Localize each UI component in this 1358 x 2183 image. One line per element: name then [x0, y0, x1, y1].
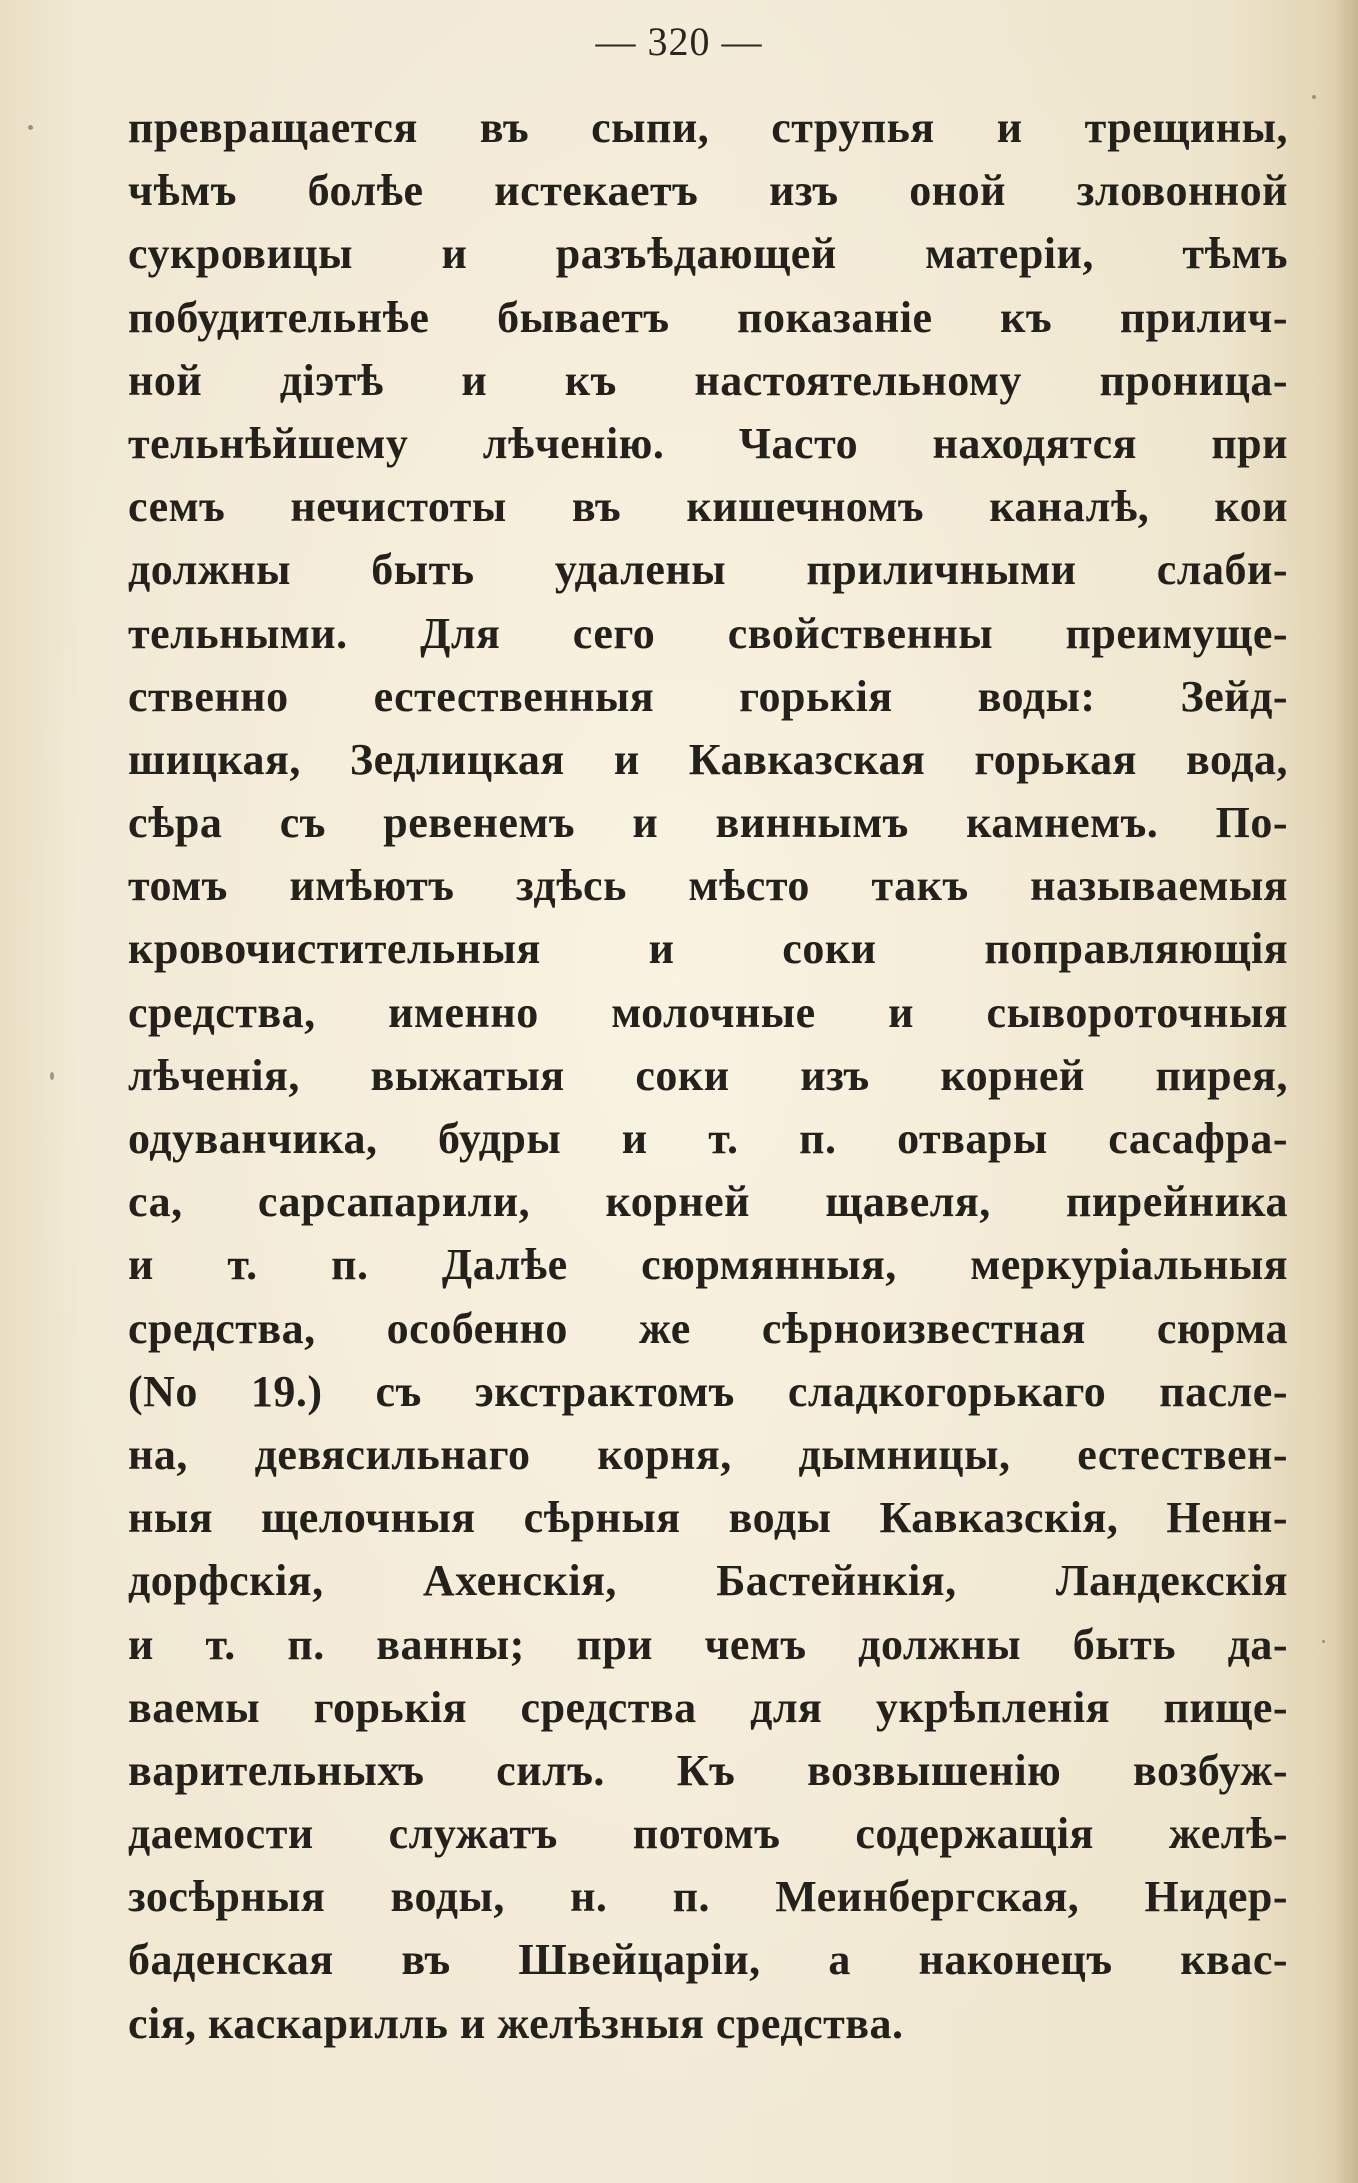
text-line: даемости служатъ потомъ содержащія желѣ-: [128, 1809, 1288, 1859]
text-line: шицкая, Зедлицкая и Кавказская горькая вода,: [128, 734, 1288, 784]
text-line: и т. п. Далѣе сюрмянныя, меркуріальныя: [128, 1240, 1288, 1290]
text-line: баденская въ Швейцаріи, а наконецъ квас-: [128, 1935, 1288, 1985]
text-line-last: сія, каскарилль и желѣзныя средства.: [128, 1998, 904, 2048]
text-line: ной діэтѣ и къ настоятельному проница-: [128, 355, 1288, 405]
page-edge-shadow: [1334, 0, 1358, 2183]
text-line: и т. п. ванны; при чемъ должны быть да-: [128, 1619, 1288, 1669]
text-line: зосѣрныя воды, н. п. Меинбергская, Нидер-: [128, 1872, 1288, 1922]
text-line: чѣмъ болѣе истекаетъ изъ оной зловонной: [128, 166, 1288, 216]
text-line: кровочистительныя и соки поправляющія: [128, 924, 1288, 974]
text-line: средства, именно молочные и сывороточныя: [128, 987, 1288, 1037]
text-line: ныя щелочныя сѣрныя воды Кавказскія, Ненн-: [128, 1493, 1288, 1543]
page-number: — 320 —: [595, 19, 763, 64]
body-text: [128, 96, 1288, 2055]
text-line: сукровицы и разъѣдающей матеріи, тѣмъ: [128, 229, 1288, 279]
text-line: дорфскія, Ахенскія, Бастейнкія, Ландекскія: [128, 1556, 1288, 1606]
text-line: средства, особенно же сѣрноизвестная сюрма: [128, 1303, 1288, 1353]
text-line: побудительнѣе бываетъ показаніе къ прилич-: [128, 292, 1288, 342]
text-line: сѣра съ ревенемъ и виннымъ камнемъ. По-: [128, 798, 1288, 848]
text-line: должны быть удалены приличными слаби-: [128, 545, 1288, 595]
paper-speck: [28, 125, 33, 130]
text-line: тельными. Для сего свойственны преимуще-: [128, 608, 1288, 658]
paper-speck: [1312, 95, 1316, 99]
text-line: томъ имѣютъ здѣсь мѣсто такъ называемыя: [128, 861, 1288, 911]
text-line: лѣченія, выжатыя соки изъ корней пирея,: [128, 1050, 1288, 1100]
text-line: превращается въ сыпи, струпья и трещины,: [128, 103, 1288, 152]
paper-speck: [1322, 1640, 1325, 1643]
text-line: ваемы горькія средства для укрѣпленія пище-: [128, 1682, 1288, 1732]
text-line: одуванчика, будры и т. п. отвары сасафра-: [128, 1114, 1288, 1163]
text-line: (No 19.) съ экстрактомъ сладкогорькаго пасле-: [128, 1366, 1288, 1416]
text-line: тельнѣйшему лѣченію. Часто находятся при: [128, 418, 1288, 468]
text-line: на, девясильнаго корня, дымницы, естествен-: [128, 1429, 1288, 1479]
text-line: семъ нечистоты въ кишечномъ каналѣ, кои: [128, 482, 1288, 532]
text-line: ственно естественныя горькія воды: Зейд-: [128, 671, 1288, 721]
paper-speck: [50, 1072, 54, 1080]
text-line: варительныхъ силъ. Къ возвышенію возбуж-: [128, 1745, 1288, 1795]
text-line: са, сарсапарили, корней щавеля, пирейника: [128, 1177, 1288, 1227]
